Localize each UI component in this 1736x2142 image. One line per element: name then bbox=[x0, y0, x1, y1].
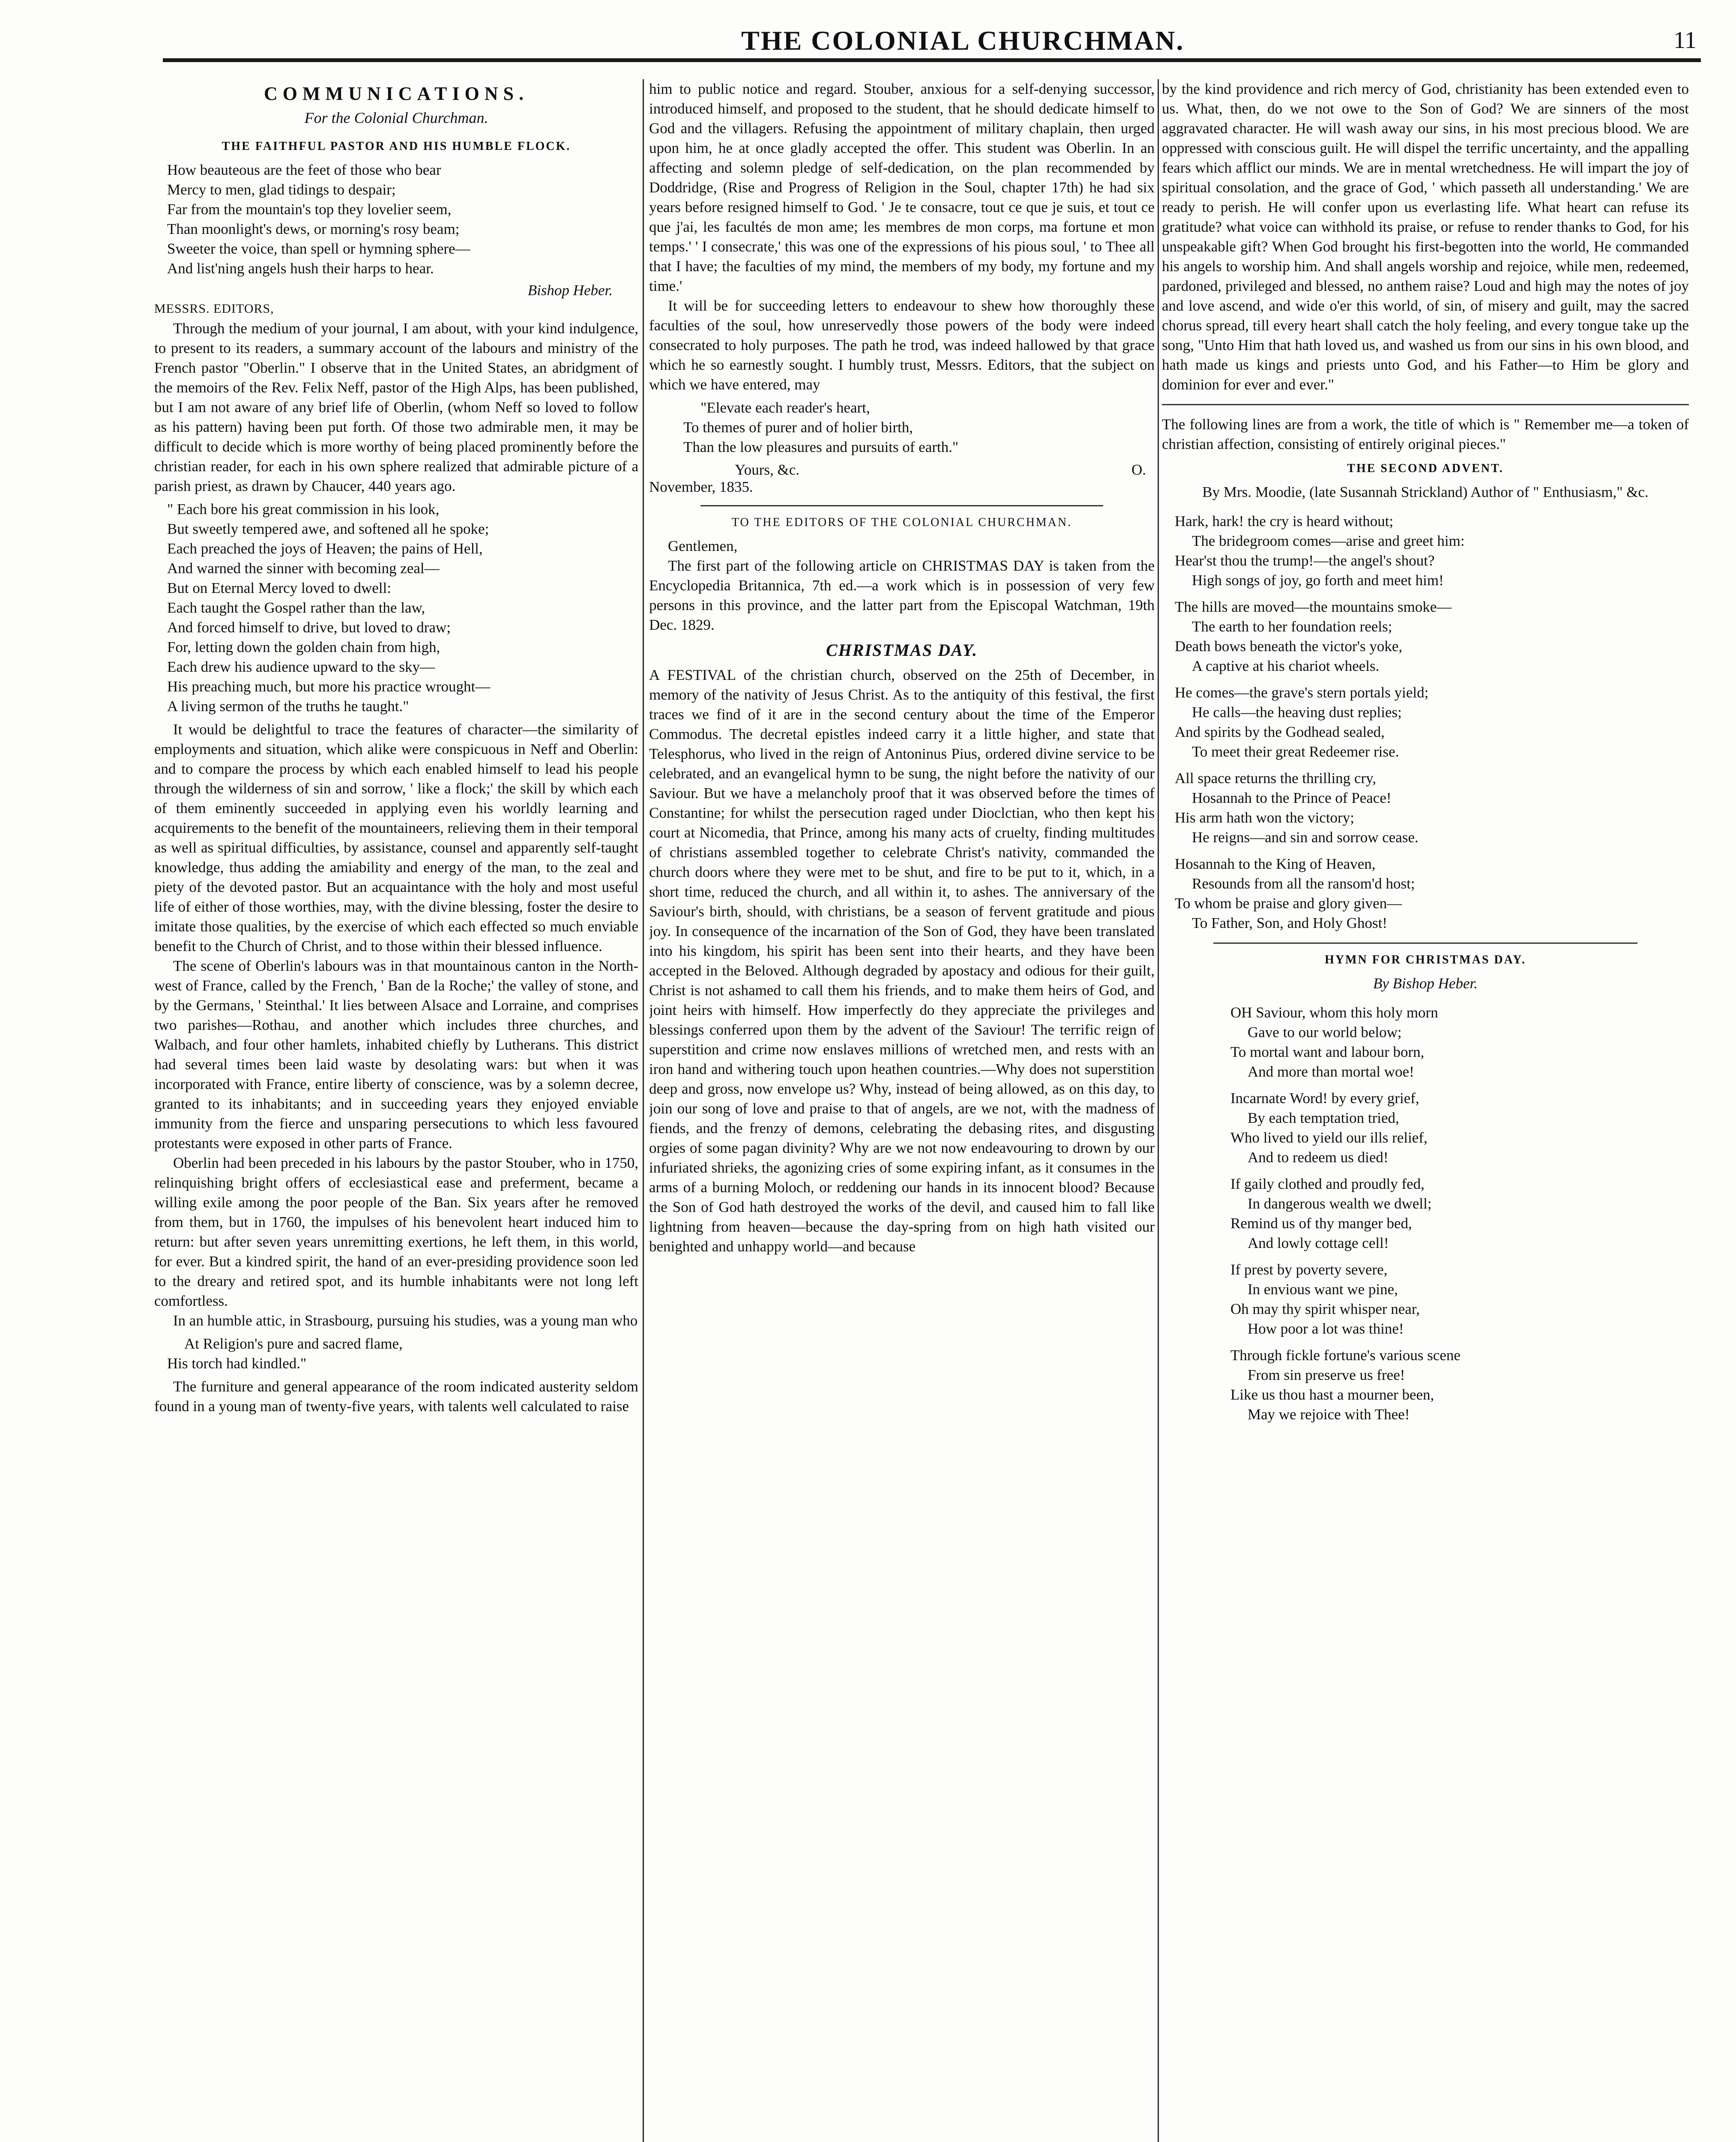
stanza-gap bbox=[1230, 1082, 1689, 1089]
hymn-poem bbox=[1230, 1003, 1689, 1424]
verse-line: He comes—the grave's stern portals yield; bbox=[1175, 684, 1429, 701]
column-divider bbox=[1158, 79, 1159, 2142]
epigraph-author: Bishop Heber. bbox=[527, 282, 613, 299]
verse-line: He calls—the heaving dust replies; bbox=[1192, 704, 1402, 721]
verse-line: How poor a lot was thine! bbox=[1248, 1320, 1404, 1337]
verse-line: Each taught the Gospel rather than the law, bbox=[167, 599, 425, 616]
verse-line: A captive at his chariot wheels. bbox=[1192, 658, 1380, 674]
advent-byline: By Mrs. Moodie, (late Susannah Strickland) Author of " Enthusiasm," &c. bbox=[1202, 484, 1649, 500]
verse-line: But on Eternal Mercy loved to dwell: bbox=[167, 580, 391, 596]
stanza-gap bbox=[1175, 847, 1689, 854]
verse-line: To mortal want and labour born, bbox=[1230, 1044, 1425, 1060]
verse-line: His preaching much, but more his practice wrought— bbox=[167, 678, 491, 695]
section-title: COMMUNICATIONS. bbox=[264, 83, 529, 104]
verse-line: Hosannah to the King of Heaven, bbox=[1175, 856, 1376, 872]
stanza-gap bbox=[1175, 590, 1689, 597]
verse-line: And forced himself to drive, but loved to draw; bbox=[167, 619, 451, 636]
verse-line: High songs of joy, go forth and meet him! bbox=[1192, 572, 1444, 589]
verse-line: Gave to our world below; bbox=[1248, 1024, 1402, 1041]
verse-line: Than moonlight's dews, or morning's rosy beam; bbox=[167, 221, 460, 237]
chaucer-poem bbox=[167, 500, 638, 716]
verse-line: Like us thou hast a mourner been, bbox=[1230, 1386, 1434, 1403]
verse-line: To themes of purer and of holier birth, bbox=[683, 419, 913, 436]
masthead-rule bbox=[163, 58, 1701, 62]
verse-line: Hear'st thou the trump!—the angel's shout? bbox=[1175, 552, 1435, 569]
divider bbox=[700, 505, 1103, 506]
verse-line: Mercy to men, glad tidings to despair; bbox=[167, 181, 396, 198]
verse-line: For, letting down the golden chain from high, bbox=[167, 639, 440, 655]
yours-line: Yours, &c. bbox=[735, 461, 800, 478]
verse-line: Through fickle fortune's various scene bbox=[1230, 1347, 1461, 1364]
verse-line: Hosannah to the Prince of Peace! bbox=[1192, 790, 1392, 806]
page-number: 11 bbox=[1673, 27, 1697, 54]
paragraph: The furniture and general appearance of the room indicated austerity seldom found in a young man of twenty-five years, with talents well calculated to raise bbox=[154, 1378, 638, 1415]
verse-line: From sin preserve us free! bbox=[1248, 1367, 1405, 1383]
advent-title: THE SECOND ADVENT. bbox=[1347, 462, 1504, 475]
verse-line: Sweeter the voice, than spell or hymning sphere— bbox=[167, 240, 470, 257]
paragraph: by the kind providence and rich mercy of God, christianity has been extended even to us. What, then, do we not owe to the Son of God? We are sinners of the most aggravated character. He will wash away our sins, in his most precious blood. We are oppressed with conscious guilt. He will dispel the terrific uncertainty, and the appalling fears which afflict our minds. We are in mental wretchedness. He will impart the joy of spiritual consolation, and the grace of God, ' which passeth all understanding.' We are ready to perish. He will confer upon us everlasting life. What heart can refuse its gratitude? what voice can withhold its praise, or refuse to render thanks to God, for his unspeakable gift? When God brought his first-begotten into the world, He commanded his angels to worship him. And shall angels worship and rejoice, while men, redeemed, pardoned, privileged and blessed, no anthem raise? Loud and high may the notes of joy and love ascend, and wide o'er this world, of sin, of misery and guilt, may the sacred chorus spread, till every heart shall catch the holy feeling, and every tongue take up the song, "Unto Him that hath loved us, and washed us from our sins in his own blood, and hath made us kings and priests unto God, and his Father—to Him be glory and dominion for ever and ever." bbox=[1162, 81, 1689, 393]
verse-line: The hills are moved—the mountains smoke— bbox=[1175, 598, 1452, 615]
verse-line: All space returns the thrilling cry, bbox=[1175, 770, 1377, 787]
verse-line: In envious want we pine, bbox=[1248, 1281, 1398, 1298]
verse-line: His arm hath won the victory; bbox=[1175, 809, 1354, 826]
paragraph: Through the medium of your journal, I am about, with your kind indulgence, to present to its readers, a summary account of the labours and ministry of the French pastor "Oberlin." I observe that in the United States, an abridgment of the memoirs of the Rev. Felix Neff, pastor of the High Alps, has been published, but I am not aware of any brief life of Oberlin, (whom Neff so loved to follow as his pattern) having been put forth. Of those two admirable men, it may be difficult to decide which is more worthy of being placed prominently before the christian reader, for each in his own sphere realized that admirable picture of a parish priest, as drawn by Chaucer, 440 years ago. bbox=[154, 320, 638, 494]
verse-line: The earth to her foundation reels; bbox=[1192, 618, 1392, 635]
divider bbox=[1162, 404, 1689, 405]
verse-line: At Religion's pure and sacred flame, bbox=[184, 1335, 403, 1352]
verse-line: His torch had kindled." bbox=[167, 1355, 307, 1372]
paragraph: The following lines are from a work, the title of which is " Remember me—a token of christian affection, consisting of entirely original pieces." bbox=[1162, 416, 1689, 452]
column-divider bbox=[643, 79, 644, 2142]
stanza-gap bbox=[1175, 676, 1689, 683]
verse-line: But sweetly tempered awe, and softened all he spoke; bbox=[167, 521, 489, 537]
verse-line: In dangerous wealth we dwell; bbox=[1248, 1195, 1432, 1212]
divider bbox=[1213, 942, 1637, 944]
christmas-day-title: CHRISTMAS DAY. bbox=[826, 640, 978, 660]
verse-line: If gaily clothed and proudly fed, bbox=[1230, 1176, 1425, 1192]
verse-line: Remind us of thy manger bed, bbox=[1230, 1215, 1412, 1232]
verse-line: Death bows beneath the victor's yoke, bbox=[1175, 638, 1403, 655]
verse-line: Incarnate Word! by every grief, bbox=[1230, 1090, 1419, 1107]
verse-line: " Each bore his great commission in his look, bbox=[167, 501, 440, 518]
signature-initial: O. bbox=[1131, 461, 1146, 478]
article-title: THE FAITHFUL PASTOR AND HIS HUMBLE FLOCK. bbox=[221, 140, 571, 153]
verse-line: He reigns—and sin and sorrow cease. bbox=[1192, 829, 1419, 846]
hymn-title: HYMN FOR CHRISTMAS DAY. bbox=[1325, 953, 1526, 966]
stanza-gap bbox=[1175, 762, 1689, 769]
stanza-gap bbox=[1230, 1253, 1689, 1260]
paragraph: him to public notice and regard. Stouber, anxious for a self-denying successor, introduced himself, and proposed to the student, that he should dedicate himself to God and the villagers. Refusing the appointment of military chaplain, then urged upon him, he at once gladly accepted the offer. This student was Oberlin. In an affecting and solemn pledge of self-dedication, on the plan recommended by Doddridge, (Rise and Progress of Religion in the Soul, chapter 17th) he had six years before resigned himself to God. ' Je te consacre, tout ce que je suis, et tout ce que j'ai, les facultés de mon ame; les membres de mon corps, ma fortune et mon temps.' ' I consecrate,' this was one of the expressions of his pious soul, ' to Thee all that I have; the faculties of my mind, the members of my body, my fortune and my time.' bbox=[649, 81, 1155, 294]
stanza-gap bbox=[1230, 1167, 1689, 1174]
paragraph: The scene of Oberlin's labours was in that mountainous canton in the North-west of France, called by the French, ' Ban de la Roche;' the valley of stone, and by the Germans, ' Steinthal.' It lies between Alsace and Lorraine, and comprises two parishes—Rothau, and another which includes three churches, and Walbach, and four other hamlets, inhabited chiefly by Lutherans. This district had several times been laid waste by desolating wars: but when it was incorporated with France, entire liberty of conscience, was by a solemn decree, granted to its inhabitants; and in succeeding years they enjoyed enviable immunity from the fierce and unsparing persecutions to which less favoured protestants were exposed in other parts of France. bbox=[154, 957, 638, 1152]
verse-line: To Father, Son, and Holy Ghost! bbox=[1192, 915, 1387, 931]
verse-line: Each drew his audience upward to the sky— bbox=[167, 658, 435, 675]
verse-line: Oh may thy spirit whisper near, bbox=[1230, 1301, 1420, 1317]
verse-line: If prest by poverty severe, bbox=[1230, 1261, 1388, 1278]
quote bbox=[167, 1334, 638, 1373]
verse-line: And to redeem us died! bbox=[1248, 1149, 1389, 1166]
verse-line: And list'ning angels hush their harps to hear. bbox=[167, 260, 434, 277]
paragraph: In an humble attic, in Strasbourg, pursuing his studies, was a young man who bbox=[173, 1312, 638, 1329]
column-right bbox=[1162, 79, 1689, 2142]
epigraph bbox=[167, 160, 638, 278]
verse-line: "Elevate each reader's heart, bbox=[700, 399, 870, 416]
verse-line: And more than mortal woe! bbox=[1248, 1063, 1414, 1080]
salutation: MESSRS. EDITORS, bbox=[154, 302, 274, 316]
greeting: Gentlemen, bbox=[668, 538, 738, 554]
verse-line: The bridegroom comes—arise and greet him: bbox=[1192, 533, 1465, 549]
verse-line: May we rejoice with Thee! bbox=[1248, 1406, 1410, 1423]
verse-line: How beauteous are the feet of those who bear bbox=[167, 162, 441, 178]
newspaper-title: THE COLONIAL CHURCHMAN. bbox=[741, 25, 1185, 56]
verse-line: To whom be praise and glory given— bbox=[1175, 895, 1402, 912]
verse-line: Than the low pleasures and pursuits of earth." bbox=[683, 439, 959, 455]
stanza-gap bbox=[1230, 1339, 1689, 1346]
for-line: For the Colonial Churchman. bbox=[304, 109, 488, 126]
advent-poem bbox=[1175, 512, 1689, 933]
couplet bbox=[683, 398, 1155, 457]
paragraph: It would be delightful to trace the features of character—the similarity of employments and situation, which alike were conspicuous in Neff and Oberlin: and to compare the process by which each enabled himself to lead his people through the wilderness of sin and sorrow, ' like a flock;' the skill by which each of them eminently succeeded in applying even his worldly learning and acquirements to the benefit of the mountaineers, relieving them in their temporal as well as spiritual difficulties, by assistance, counsel and apparently self-taught knowledge, thus adding the amiability and energy of the man, to the zeal and piety of the devoted pastor. But an acquaintance with the holy and most useful life of either of those worthies, may, with the divine blessing, foster the desire to imitate those qualities, by the exercise of which each effected so much enviable benefit to the Church of Christ, and to those within their blessed influence. bbox=[154, 721, 638, 954]
verse-line: Resounds from all the ransom'd host; bbox=[1192, 875, 1415, 892]
verse-line: Far from the mountain's top they lovelier seem, bbox=[167, 201, 452, 218]
paragraph: The first part of the following article on CHRISTMAS DAY is taken from the Encyclopedia Britannica, 7th ed.—a work which is in possession of very few persons in this province, and the latter part from the Episcopal Watchman, 19th Dec. 1829. bbox=[649, 557, 1155, 633]
verse-line: And warned the sinner with becoming zeal— bbox=[167, 560, 440, 577]
paragraph: It will be for succeeding letters to endeavour to shew how thoroughly these faculties of the soul, how unreservedly those powers of the body were indeed consecrated to holy purposes. The path he trod, was indeed hallowed by that grace which he so earnestly sought. I humbly trust, Messrs. Editors, that the subject on which we have entered, may bbox=[649, 297, 1155, 393]
hymn-author: By Bishop Heber. bbox=[1373, 975, 1478, 992]
paragraph: Oberlin had been preceded in his labours by the pastor Stouber, who in 1750, relinquishing bright offers of ecclesiastical ease and preferment, became a willing exile among the poor people of the Ban. Six years after he removed from them, but in 1760, the impulses of his benevolent heart induced him to return: but after seven years unremitting exertions, he left them, in this world, for ever. But a kindred spirit, the hand of an ever-presiding providence soon led to the dreary and retired spot, and its humble inhabitants were not long left comfortless. bbox=[154, 1155, 638, 1309]
verse-line: OH Saviour, whom this holy morn bbox=[1230, 1004, 1438, 1021]
column-left bbox=[154, 79, 638, 2142]
paragraph: A FESTIVAL of the christian church, observed on the 25th of December, in memory of the nativity of Jesus Christ. As to the antiquity of this festival, the first traces we find of it are in the second century about the time of the Emperor Commodus. The decretal epistles indeed carry it a little higher, and state that Telesphorus, who lived in the reign of Antoninus Pius, ordered divine service to be celebrated, and an evangelical hymn to be sung, the night before the nativity of our Saviour. But we have a melancholy proof that it was observed before the times of Constantine; for whilst the persecution raged under Dioclctian, who then kept his court at Nicomedia, that Prince, among his many acts of cruelty, finding multitudes of christians assembled together to celebrate Christ's nativity, commanded the church doors where they were met to be shut, and fire to be put to it, which, in a short time, reduced the church, and all within it, to ashes. The anniversary of the Saviour's birth, should, with christians, be a season of fervent gratitude and pious joy. In consequence of the incarnation of the Son of God, they have been translated into his kingdom, his spirit has been sent into their hearts, and they have been accepted in the Beloved. Although degraded by apostacy and odious for their guilt, Christ is not ashamed to call them his friends, and to make them heirs of God, and joint heirs with himself. How imperfectly do they appreciate the privileges and blessings conferred upon them by the advent of the Saviour! The terrific reign of superstition and crime now enslaves millions of wretched men, and rests with an iron hand and withering touch upon heathen countries.—Why does not superstition deep and gross, now envelope us? Why, instead of being allowed, as on this day, to join our song of love and praise to that of angels, are we not, with the madness of fiends, and the frenzy of demons, celebrating the debasing rites, and disgusting orgies of some pagan divinity? Why are we not now endeavouring to drown by our infuriated shrieks, the agonizing cries of some expiring infant, as it consumes in the arms of a burning Moloch, or reddening our hands in its innocent blood? Because the Son of God hath destroyed the works of the devil, and caused him to fall like lightning from heaven—because the day-spring from on high hath visited our benighted and unhappy world—and because bbox=[649, 667, 1155, 1255]
verse-line: And lowly cottage cell! bbox=[1248, 1235, 1389, 1251]
verse-line: Each preached the joys of Heaven; the pains of Hell, bbox=[167, 540, 483, 557]
column-middle bbox=[649, 79, 1155, 2142]
verse-line: To meet their great Redeemer rise. bbox=[1192, 743, 1399, 760]
verse-line: And spirits by the Godhead sealed, bbox=[1175, 724, 1385, 740]
verse-line: Who lived to yield our ills relief, bbox=[1230, 1129, 1428, 1146]
letter-date: November, 1835. bbox=[649, 479, 753, 495]
verse-line: A living sermon of the truths he taught." bbox=[167, 698, 409, 715]
verse-line: By each temptation tried, bbox=[1248, 1110, 1399, 1126]
to-editors: TO THE EDITORS OF THE COLONIAL CHURCHMAN. bbox=[731, 516, 1072, 529]
verse-line: Hark, hark! the cry is heard without; bbox=[1175, 513, 1394, 530]
signoff bbox=[649, 461, 1155, 496]
